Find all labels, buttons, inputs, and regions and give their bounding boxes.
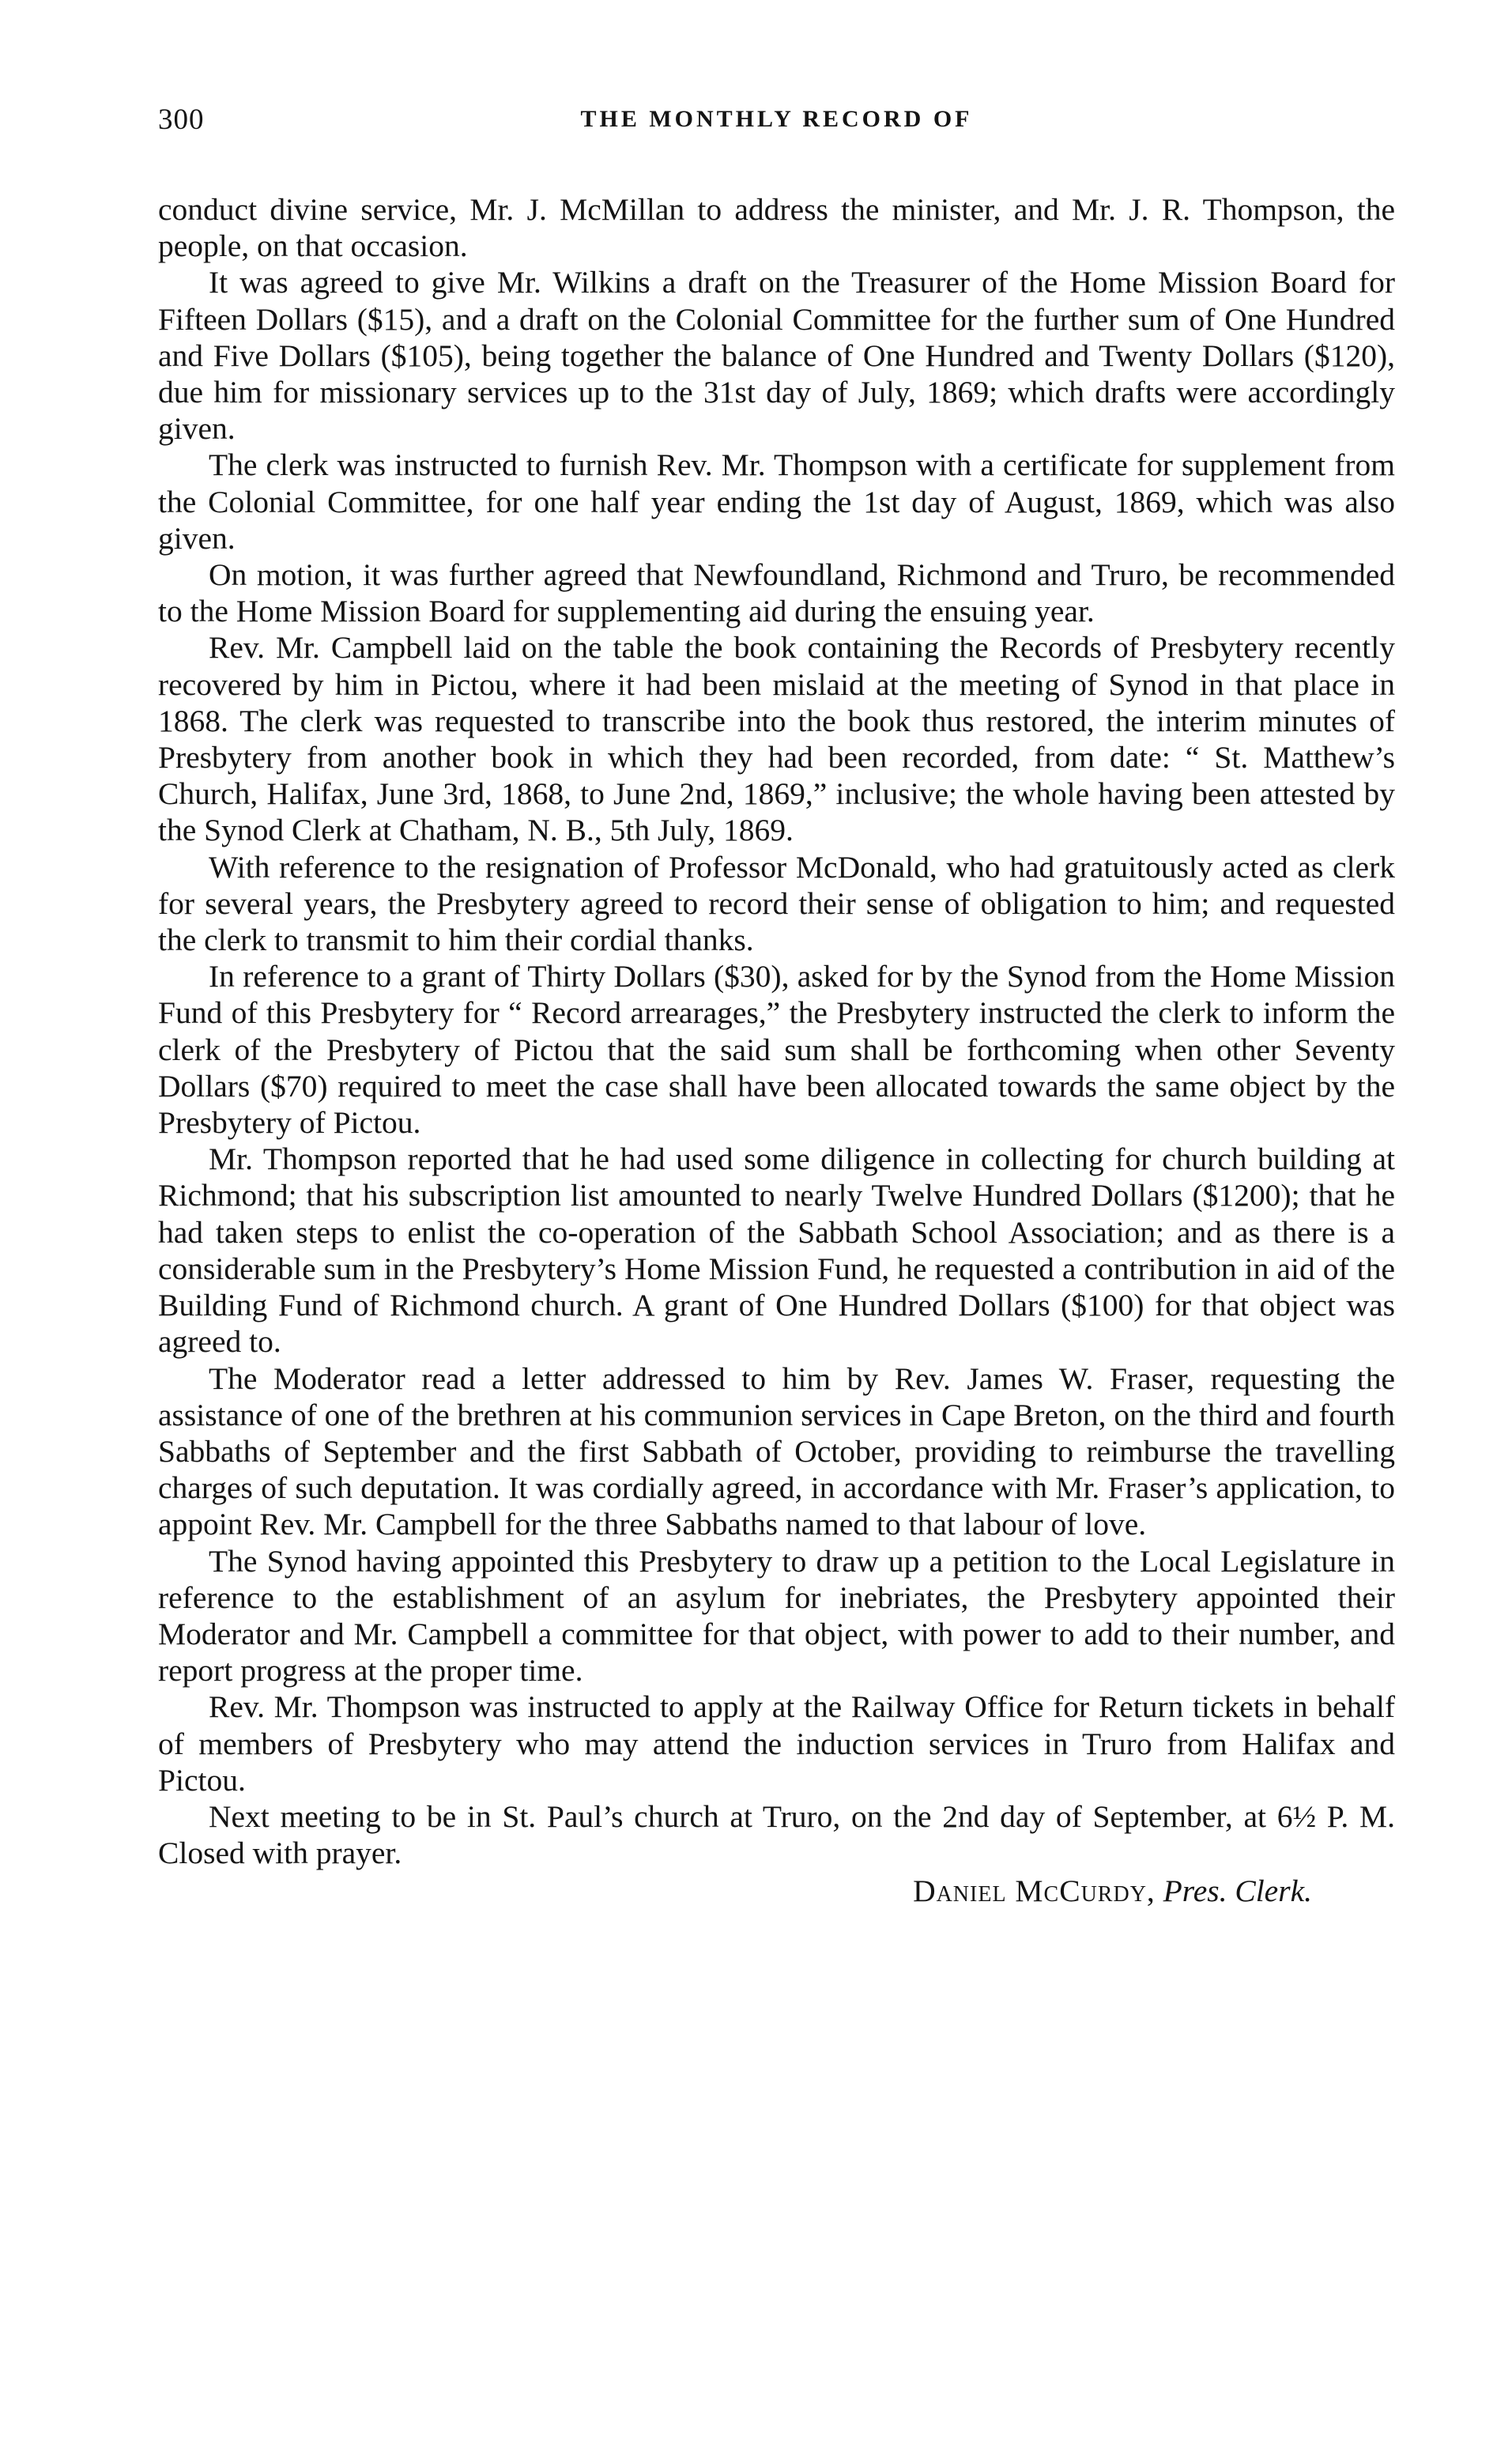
signature-role: Pres. Clerk. — [1163, 1873, 1312, 1909]
paragraph-records-recovered: Rev. Mr. Campbell laid on the table the book containing the Records of Presbytery recently recovered by him in Pictou, where it had been mislaid at the meeting of Synod in that place in 1868. The clerk was requested to transcribe into the book thus restored, the interim minutes of Presbytery from another book in which they had been recorded, from date: “ St. Matthew’s Church, Halifax, June 3rd, 1868, to June 2nd, 1869,” inclusive; the whole having been attested by the Synod Clerk at Chatham, N. B., 5th July, 1869. — [158, 630, 1395, 848]
paragraph-asylum-petition: The Synod having appointed this Presbytery to draw up a petition to the Local Legislature in reference to the establishment of an asylum for inebriates, the Presbytery appointed their Moderator and Mr. Campbell a committee for that object, with power to add to their number, and report progress at the proper time. — [158, 1543, 1395, 1688]
paragraph-record-arrearages: In reference to a grant of Thirty Dollars ($30), asked for by the Synod from the Home Mission Fund of this Presbytery for “ Record arrearages,” the Presbytery instructed the clerk to inform the clerk of the Presbytery of Pictou that the said sum shall be forthcoming when other Seventy Dollars ($70) required to meet the case shall have been allocated towards the same object by the Presbytery of Pictou. — [158, 959, 1395, 1141]
page-number: 300 — [158, 104, 205, 136]
signature — [158, 1873, 1395, 1909]
document-page — [158, 103, 1395, 1909]
paragraph-railway-tickets: Rev. Mr. Thompson was instructed to apply at the Railway Office for Return tickets in behalf of members of Presbytery who may attend the induction services in Truro from Halifax and Pictou. — [158, 1689, 1395, 1798]
body-text — [158, 191, 1395, 1871]
paragraph-mcdonald-resignation: With reference to the resignation of Professor McDonald, who had gratuitously acted as clerk for several years, the Presbytery agreed to record their sense of obligation to him; and requested the clerk to transmit to him their cordial thanks. — [158, 849, 1395, 958]
paragraph-richmond-church: Mr. Thompson reported that he had used some diligence in collecting for church building at Richmond; that his subscription list amounted to nearly Twelve Hundred Dollars ($1200); that he had taken steps to enlist the co-operation of the Sabbath School Association; and as there is a considerable sum in the Presbytery’s Home Mission Fund, he requested a contribution in aid of the Building Fund of Richmond church. A grant of One Hundred Dollars ($100) for that object was agreed to. — [158, 1141, 1395, 1360]
signature-name: Daniel McCurdy, — [913, 1873, 1156, 1909]
paragraph-fraser-letter: The Moderator read a letter addressed to him by Rev. James W. Fraser, requesting the assistance of one of the brethren at his communion services in Cape Breton, on the third and fourth Sabbaths of September and the first Sabbath of October, providing to reimburse the travelling charges of such deputation. It was cordially agreed, in accordance with Mr. Fraser’s application, to appoint Rev. Mr. Campbell for the three Sabbaths named to that labour of love. — [158, 1360, 1395, 1542]
paragraph-continuation: conduct divine service, Mr. J. McMillan to address the minister, and Mr. J. R. Thompson, the people, on that occasion. — [158, 192, 1395, 264]
paragraph-next-meeting: Next meeting to be in St. Paul’s church at Truro, on the 2nd day of September, at 6½ P. M. Closed with prayer. — [158, 1798, 1395, 1871]
paragraph-wilkins-draft: It was agreed to give Mr. Wilkins a draft on the Treasurer of the Home Mission Board for Fifteen Dollars ($15), and a draft on the Colonial Committee for the further sum of One Hundred and Five Dollars ($105), being together the balance of One Hundred and Twenty Dollars ($120), due him for missionary services up to the 31st day of July, 1869; which drafts were accordingly given. — [158, 265, 1395, 447]
paragraph-supplementing-aid: On motion, it was further agreed that Newfoundland, Richmond and Truro, be recommended to the Home Mission Board for supplementing aid during the ensuing year. — [158, 557, 1395, 629]
page-header — [158, 103, 1395, 150]
paragraph-thompson-certificate: The clerk was instructed to furnish Rev. Mr. Thompson with a certificate for supplement from the Colonial Committee, for one half year ending the 1st day of August, 1869, which was also given. — [158, 447, 1395, 556]
running-head: THE MONTHLY RECORD OF — [580, 106, 973, 132]
